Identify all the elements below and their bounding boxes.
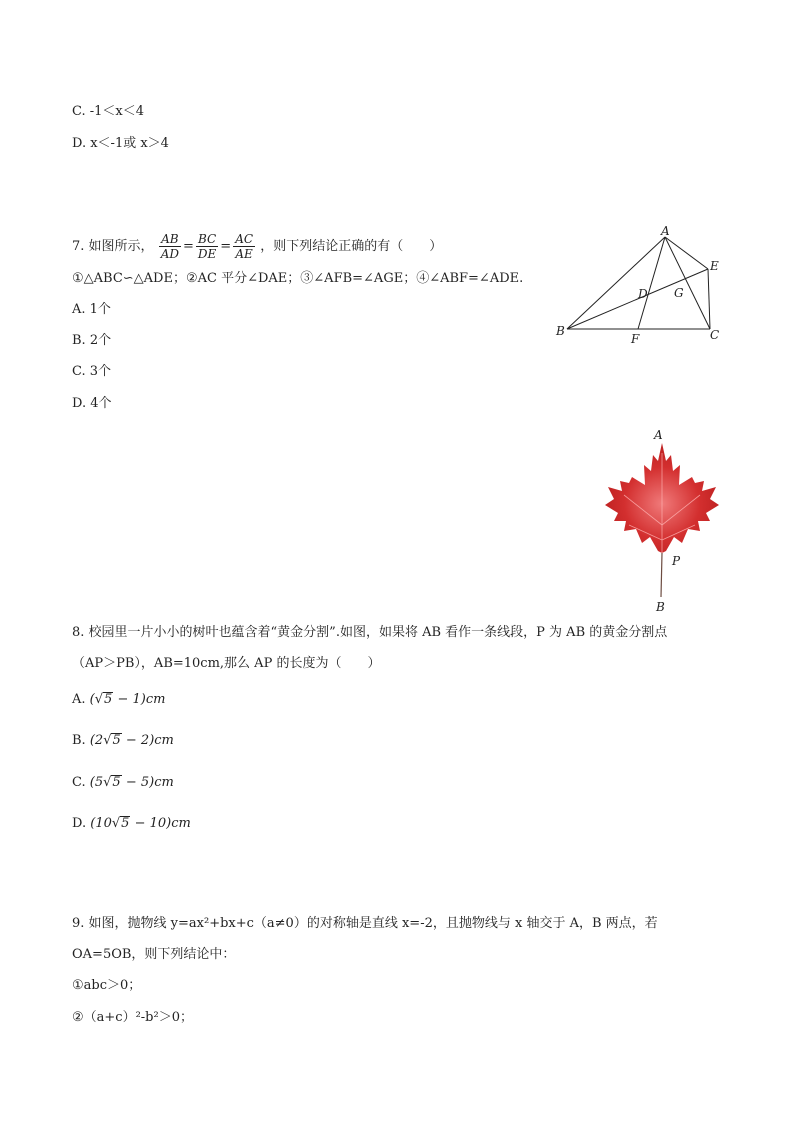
q8-option-d: D. (10√5 − 10)cm	[72, 816, 191, 831]
q8-label-b: B	[656, 600, 665, 614]
q7-option-d: D. 4个	[72, 396, 112, 411]
q7-suffix: ，则下列结论正确的有（ ）	[260, 239, 443, 254]
q6-option-c: C. -1＜x＜4	[72, 104, 145, 119]
q7-option-b: B. 2个	[72, 333, 112, 348]
q8-stem-line1: 8. 校园里一片小小的树叶也蕴含着“黄金分割”.如图，如果将 AB 看作一条线段，P 为 AB 的黄金分割点	[72, 625, 668, 640]
q7-prefix: 7. 如图所示，	[72, 239, 154, 254]
q7-fraction-3: $\frac{AC}{AE}$	[235, 232, 254, 261]
q7-label-a: A	[661, 225, 670, 238]
q8-stem-line2: （AP＞PB），AB=10cm,那么 AP 的长度为（ ）	[72, 656, 381, 671]
q8-label-p: P	[672, 554, 681, 568]
q6-option-d: D. x＜-1或 x＞4	[72, 136, 169, 151]
q7-equals-1: =	[182, 238, 194, 254]
q7-equals-2: =	[220, 238, 232, 254]
q7-option-a: A. 1个	[72, 302, 111, 317]
q7-triangle-figure	[550, 225, 730, 350]
q7-stem	[72, 232, 442, 261]
q7-label-f: F	[631, 332, 640, 346]
q7-label-c: C	[710, 328, 720, 342]
q8-option-b: B. (2√5 − 2)cm	[72, 733, 174, 748]
q8-option-c: C. (5√5 − 5)cm	[72, 775, 174, 790]
q7-label-d: D	[638, 287, 648, 301]
q7-statements: ①△ABC∽△ADE；②AC 平分∠DAE；③∠AFB=∠AGE；④∠ABF=∠ADE.	[72, 271, 524, 286]
q7-label-e: E	[710, 259, 719, 273]
q9-stem-line2: OA=5OB，则下列结论中：	[72, 947, 236, 962]
q7-fraction-2: $\frac{BC}{DE}$	[197, 232, 217, 261]
q9-statement-2: ②（a+c）²-b²＞0；	[72, 1010, 193, 1025]
q9-statement-1: ①abc＞0；	[72, 978, 142, 993]
q8-label-a: A	[654, 428, 663, 442]
q7-label-g: G	[674, 286, 684, 300]
q7-option-c: C. 3个	[72, 364, 112, 379]
q9-stem-line1: 9. 如图，抛物线 y=ax²+bx+c（a≠0）的对称轴是直线 x=-2，且抛物线与 x 轴交于 A，B 两点，若	[72, 916, 658, 931]
q8-leaf-figure	[600, 425, 730, 615]
q8-option-a: A. (√5 − 1)cm	[72, 692, 166, 707]
q7-fraction-1: $\frac{AB}{AD}$	[160, 232, 179, 261]
q7-label-b: B	[556, 324, 565, 338]
